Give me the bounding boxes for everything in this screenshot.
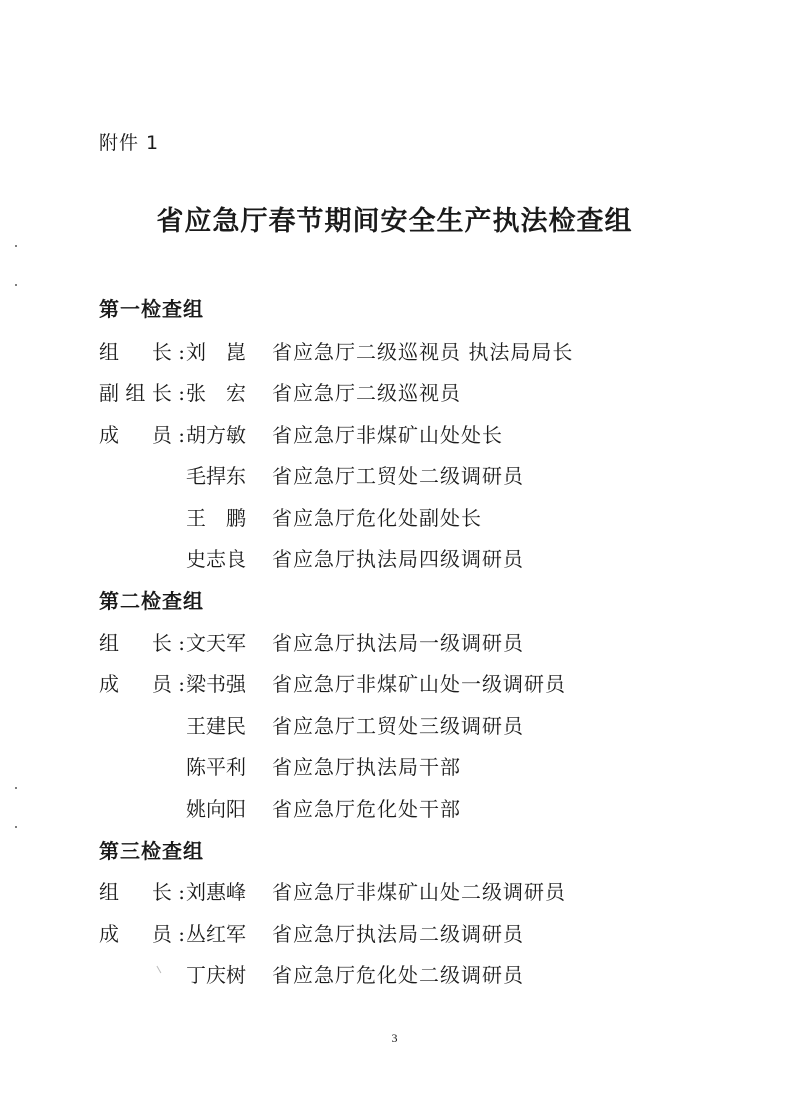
attachment-label: 附件 1 xyxy=(99,132,160,154)
group-heading: 第二检查组 xyxy=(99,589,204,613)
member-role: 成 员: xyxy=(99,672,185,696)
member-role: 组 长: xyxy=(99,880,185,904)
member-name: 梁书强 xyxy=(186,672,246,696)
member-row xyxy=(0,959,789,989)
member-row xyxy=(0,627,789,657)
member-role: 组 长: xyxy=(99,340,185,364)
member-name: 丛红军 xyxy=(186,922,246,946)
member-name: 丁庆树 xyxy=(186,963,246,987)
member-name: 姚向阳 xyxy=(186,797,246,821)
scan-speck xyxy=(15,284,17,286)
member-role: 组 长: xyxy=(99,631,185,655)
member-position: 省应急厅执法局一级调研员 xyxy=(272,631,524,655)
page-number: 3 xyxy=(391,1031,398,1045)
member-row xyxy=(0,793,789,823)
member-row xyxy=(0,876,789,906)
member-row xyxy=(0,377,789,407)
group-heading: 第一检查组 xyxy=(99,297,204,321)
member-row xyxy=(0,419,789,449)
member-role: 成 员: xyxy=(99,922,185,946)
member-name: 刘 崑 xyxy=(186,340,246,364)
document-title: 省应急厅春节期间安全生产执法检查组 xyxy=(156,206,633,237)
member-row xyxy=(0,751,789,781)
member-row xyxy=(0,460,789,490)
member-position: 省应急厅二级巡视员 xyxy=(272,381,461,405)
member-name: 王 鹏 xyxy=(186,506,246,530)
member-position: 省应急厅非煤矿山处一级调研员 xyxy=(272,672,566,696)
member-position: 省应急厅危化处二级调研员 xyxy=(272,963,524,987)
member-position: 省应急厅执法局二级调研员 xyxy=(272,922,524,946)
scan-speck xyxy=(15,245,17,247)
member-position: 省应急厅工贸处二级调研员 xyxy=(272,464,524,488)
member-position: 省应急厅二级巡视员 执法局局长 xyxy=(272,340,574,364)
member-name: 史志良 xyxy=(186,547,246,571)
member-position: 省应急厅执法局干部 xyxy=(272,755,461,779)
member-position: 省应急厅危化处副处长 xyxy=(272,506,482,530)
member-position: 省应急厅执法局四级调研员 xyxy=(272,547,524,571)
member-name: 胡方敏 xyxy=(186,423,246,447)
member-role: 成 员: xyxy=(99,423,185,447)
member-name: 文天军 xyxy=(186,631,246,655)
member-position: 省应急厅工贸处三级调研员 xyxy=(272,714,524,738)
member-position: 省应急厅危化处干部 xyxy=(272,797,461,821)
member-role: 副组长: xyxy=(99,381,185,405)
member-position: 省应急厅非煤矿山处处长 xyxy=(272,423,503,447)
member-row xyxy=(0,918,789,948)
member-row xyxy=(0,710,789,740)
member-row xyxy=(0,336,789,366)
member-position: 省应急厅非煤矿山处二级调研员 xyxy=(272,880,566,904)
group-heading: 第三检查组 xyxy=(99,839,204,863)
member-name: 陈平利 xyxy=(186,755,246,779)
member-row xyxy=(0,543,789,573)
member-name: 王建民 xyxy=(186,714,246,738)
member-name: 毛捍东 xyxy=(186,464,246,488)
scan-speck xyxy=(15,787,17,789)
member-name: 刘惠峰 xyxy=(186,880,246,904)
member-row xyxy=(0,502,789,532)
scan-speck xyxy=(15,826,17,828)
member-row xyxy=(0,668,789,698)
member-name: 张 宏 xyxy=(186,381,246,405)
